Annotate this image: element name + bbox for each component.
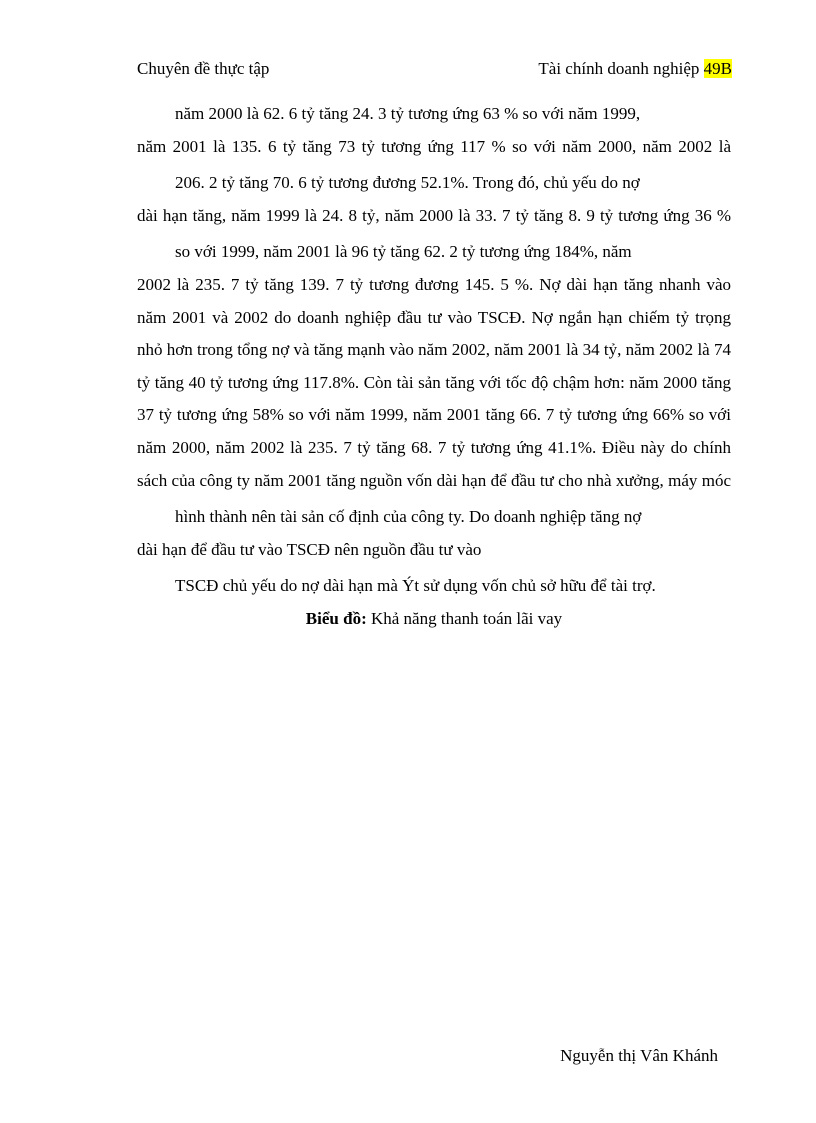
header-right-text: Tài chính doanh nghiệp [538, 59, 704, 78]
document-body [137, 98, 731, 636]
paragraph-4-line-1: hình thành nên tài sản cố định của công ty. Do doanh nghiệp tăng nợ [175, 507, 642, 527]
chart-caption [137, 603, 731, 636]
paragraph-3-rest: 2002 là 235. 7 tỷ tăng 139. 7 tỷ tương đương 145. 5 %. Nợ dài hạn tăng nhanh vào năm 2001 và 2002 do doanh nghiệp đầu tư vào TSCĐ. Nợ ngắn hạn chiếm tỷ trọng nhỏ hơn trong tổng nợ và tăng mạnh vào năm 2002, năm 2001 là 34 tỷ, năm 2002 là 74 tỷ tăng 40 tỷ tương ứng 117.8%. Còn tài sản tăng với tốc độ chậm hơn: năm 2000 tăng 37 tỷ tương ứng 58% so với năm 1999, năm 2001 tăng 66. 7 tỷ tương ứng 66% so với năm 2000, năm 2002 là 235. 7 tỷ tăng 68. 7 tỷ tương ứng 41.1%. Điều này do chính sách của công ty năm 2001 tăng nguồn vốn dài hạn để đầu tư cho nhà xưởng, máy móc [137, 274, 731, 490]
chart-caption-label: Biểu đồ: [305, 608, 367, 628]
author-signature: Nguyễn thị Vân Khánh [560, 1046, 718, 1065]
paragraph-2-rest: dài hạn tăng, năm 1999 là 24. 8 tỷ, năm 2000 là 33. 7 tỷ tăng 8. 9 tỷ tương ứng 36 % [137, 205, 731, 225]
paragraph-5: TSCĐ chủ yếu do nợ dài hạn mà Ýt sử dụng vốn chủ sở hữu để tài trợ. [175, 576, 656, 596]
paragraph-1-line-1: năm 2000 là 62. 6 tỷ tăng 24. 3 tỷ tương ứng 63 % so với năm 1999, [175, 104, 641, 123]
header-class-code: 49B [703, 59, 732, 78]
paragraph-4-rest: dài hạn để đầu tư vào TSCĐ nên nguồn đầu tư vào [137, 539, 482, 559]
paragraph-2-line-1: 206. 2 tỷ tăng 70. 6 tỷ tương đương 52.1%. Trong đó, chủ yếu do nợ [175, 173, 640, 193]
chart-caption-title: Khả năng thanh toán lãi vay [366, 608, 563, 628]
header-right-title [538, 57, 732, 81]
header-left-title: Chuyên đề thực tập [137, 59, 270, 78]
paragraph-1-rest: năm 2001 là 135. 6 tỷ tăng 73 tỷ tương ứng 117 % so với năm 2000, năm 2002 là [137, 136, 731, 156]
paragraph-3-line-1: so với 1999, năm 2001 là 96 tỷ tăng 62. 2 tỷ tương ứng 184%, năm [175, 242, 632, 262]
